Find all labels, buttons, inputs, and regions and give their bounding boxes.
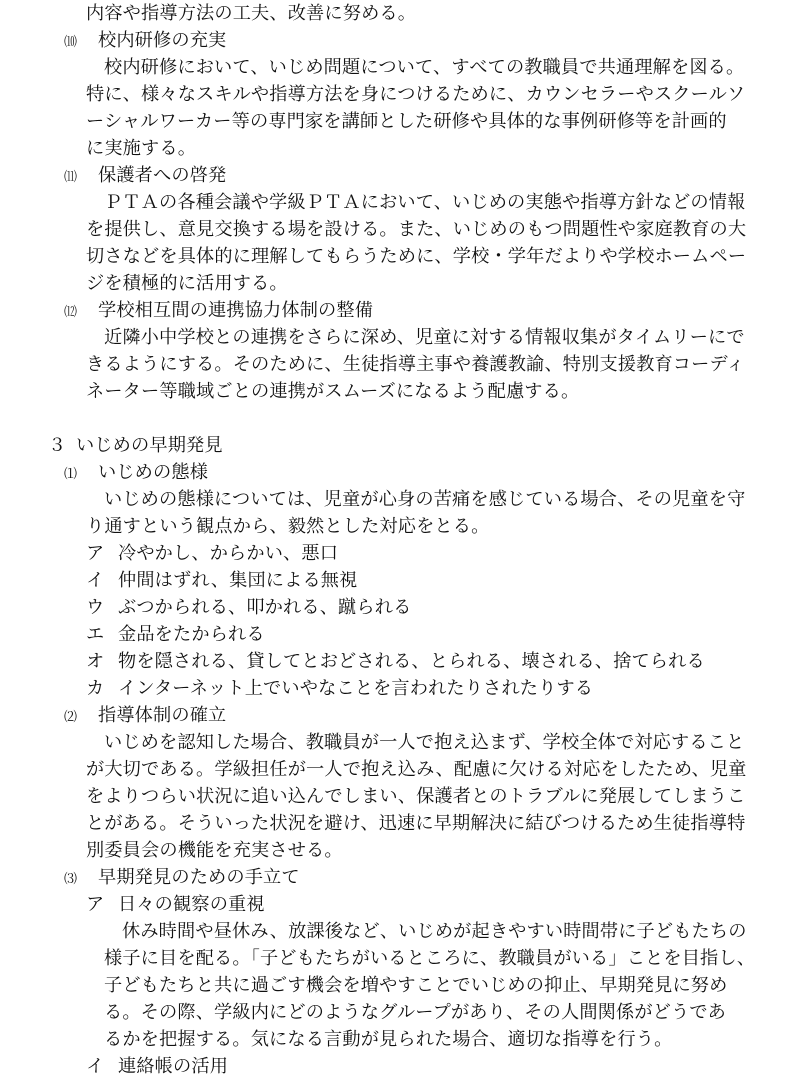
- section-11-heading: [64, 163, 226, 190]
- text-line: いじめを認知した場合、教職員が一人で抱え込まず、学校全体で対応すること: [104, 732, 745, 753]
- list-item: [86, 568, 357, 595]
- list-mark: ア: [86, 543, 105, 564]
- list-mark: エ: [86, 624, 105, 645]
- text-line: をよりつらい状況に追い込んでしまい、保護者とのトラブルに発展してしまうこ: [86, 786, 746, 807]
- section-10-heading: [64, 28, 226, 55]
- section-title: 学校相互間の連携協力体制の整備: [98, 300, 374, 321]
- item-title: 連絡帳の活用: [118, 1056, 229, 1077]
- text-line: るかを把握する。気になる言動が見られた場合、適切な指導を行う。: [104, 1029, 673, 1050]
- list-text: インターネット上でいやなことを言われたりされたりする: [118, 678, 594, 699]
- list-mark: オ: [86, 651, 105, 672]
- text-line: が大切である。学級担任が一人で抱え込み、配慮に欠ける対応をしたため、児童: [86, 759, 747, 780]
- text-line: ＰＴＡの各種会議や学級ＰＴＡにおいて、いじめの実態や指導方針などの情報: [104, 192, 746, 213]
- text-line: ーシャルワーカー等の専門家を講師とした研修や具体的な事例研修等を計画的: [86, 111, 727, 132]
- section-title: 早期発見のための手立て: [98, 867, 300, 888]
- text-line: ネーター等職域ごとの連携がスムーズになるよう配慮する。: [86, 381, 580, 402]
- section-number: ⑿: [64, 305, 78, 320]
- subsection-3-heading: [64, 865, 300, 892]
- section-number: ⑴: [64, 467, 78, 482]
- list-item: [86, 595, 411, 622]
- list-text: 金品をたかられる: [118, 624, 265, 645]
- section-number: ⑵: [64, 710, 78, 725]
- item-mark: ア: [86, 894, 105, 915]
- text-line: 特に、様々なスキルや指導方法を身につけるために、カウンセラーやスクールソ: [86, 84, 746, 105]
- text-line: とがある。そういった状況を避け、迅速に早期解決に結びつけるため生徒指導特: [86, 813, 746, 834]
- section-title: 校内研修の充実: [98, 30, 227, 51]
- item-i-heading: [86, 1054, 228, 1081]
- section-title: いじめの態様: [98, 462, 209, 483]
- list-item: [86, 676, 593, 703]
- subsection-1-heading: [64, 460, 208, 487]
- text-line: 様子に目を配る。「子どもたちがいるところに、教職員がいる」ことを目指し、: [104, 948, 756, 969]
- item-a-heading: [86, 892, 265, 919]
- list-text: 仲間はずれ、集団による無視: [118, 570, 358, 591]
- list-text: 冷やかし、からかい、悪口: [118, 543, 339, 564]
- section-12-heading: [64, 298, 373, 325]
- section-title: 保護者への啓発: [98, 165, 227, 186]
- text-line: る。その際、学級内にどのようなグループがあり、その人間関係がどうであ: [104, 1002, 727, 1023]
- chapter-number: ３: [48, 435, 67, 456]
- section-number: ⑽: [64, 35, 78, 50]
- section-number: ⑾: [64, 170, 78, 185]
- list-item: [86, 622, 265, 649]
- text-line: 切さなどを具体的に理解してもらうために、学校・学年だよりや学校ホームペー: [86, 246, 747, 267]
- list-text: 物を隠される、貸してとおどされる、とられる、壊される、捨てられる: [118, 651, 705, 672]
- text-line: に実施する。: [86, 138, 197, 159]
- text-line: 近隣小中学校との連携をさらに深め、児童に対する情報収集がタイムリーにで: [104, 327, 745, 348]
- list-mark: ウ: [86, 597, 105, 618]
- text-line: 子どもたちと共に過ごす機会を増やすことでいじめの抑止、早期発見に努め: [104, 975, 728, 996]
- text-line: 別委員会の機能を充実させる。: [86, 840, 343, 861]
- list-item: [86, 649, 705, 676]
- item-title: 日々の観察の重視: [118, 894, 265, 915]
- subsection-2-heading: [64, 703, 226, 730]
- text-line: 内容や指導方法の工夫、改善に努める。: [86, 3, 417, 24]
- chapter-3-heading: [48, 433, 223, 460]
- section-title: 指導体制の確立: [98, 705, 227, 726]
- text-line: 休み時間や昼休み、放課後など、いじめが起きやすい時間帯に子どもたちの: [122, 921, 747, 942]
- text-line: 校内研修において、いじめ問題について、すべての教職員で共通理解を図る。: [104, 57, 745, 78]
- text-line: を提供し、意見交換する場を設ける。また、いじめのもつ問題性や家庭教育の大: [86, 219, 747, 240]
- text-line: きるようにする。そのために、生徒指導主事や養護教諭、特別支援教育コーディ: [86, 354, 745, 375]
- text-line: いじめの態様については、児童が心身の苦痛を感じている場合、その児童を守: [104, 489, 746, 510]
- chapter-title: いじめの早期発見: [76, 435, 223, 456]
- section-number: ⑶: [64, 872, 78, 887]
- text-line: り通すという観点から、毅然とした対応をとる。: [86, 516, 490, 537]
- item-mark: イ: [86, 1056, 105, 1077]
- text-line: ジを積極的に活用する。: [86, 273, 288, 294]
- list-item: [86, 541, 338, 568]
- list-mark: カ: [86, 678, 105, 699]
- list-mark: イ: [86, 570, 105, 591]
- list-text: ぶつかられる、叩かれる、蹴られる: [118, 597, 412, 618]
